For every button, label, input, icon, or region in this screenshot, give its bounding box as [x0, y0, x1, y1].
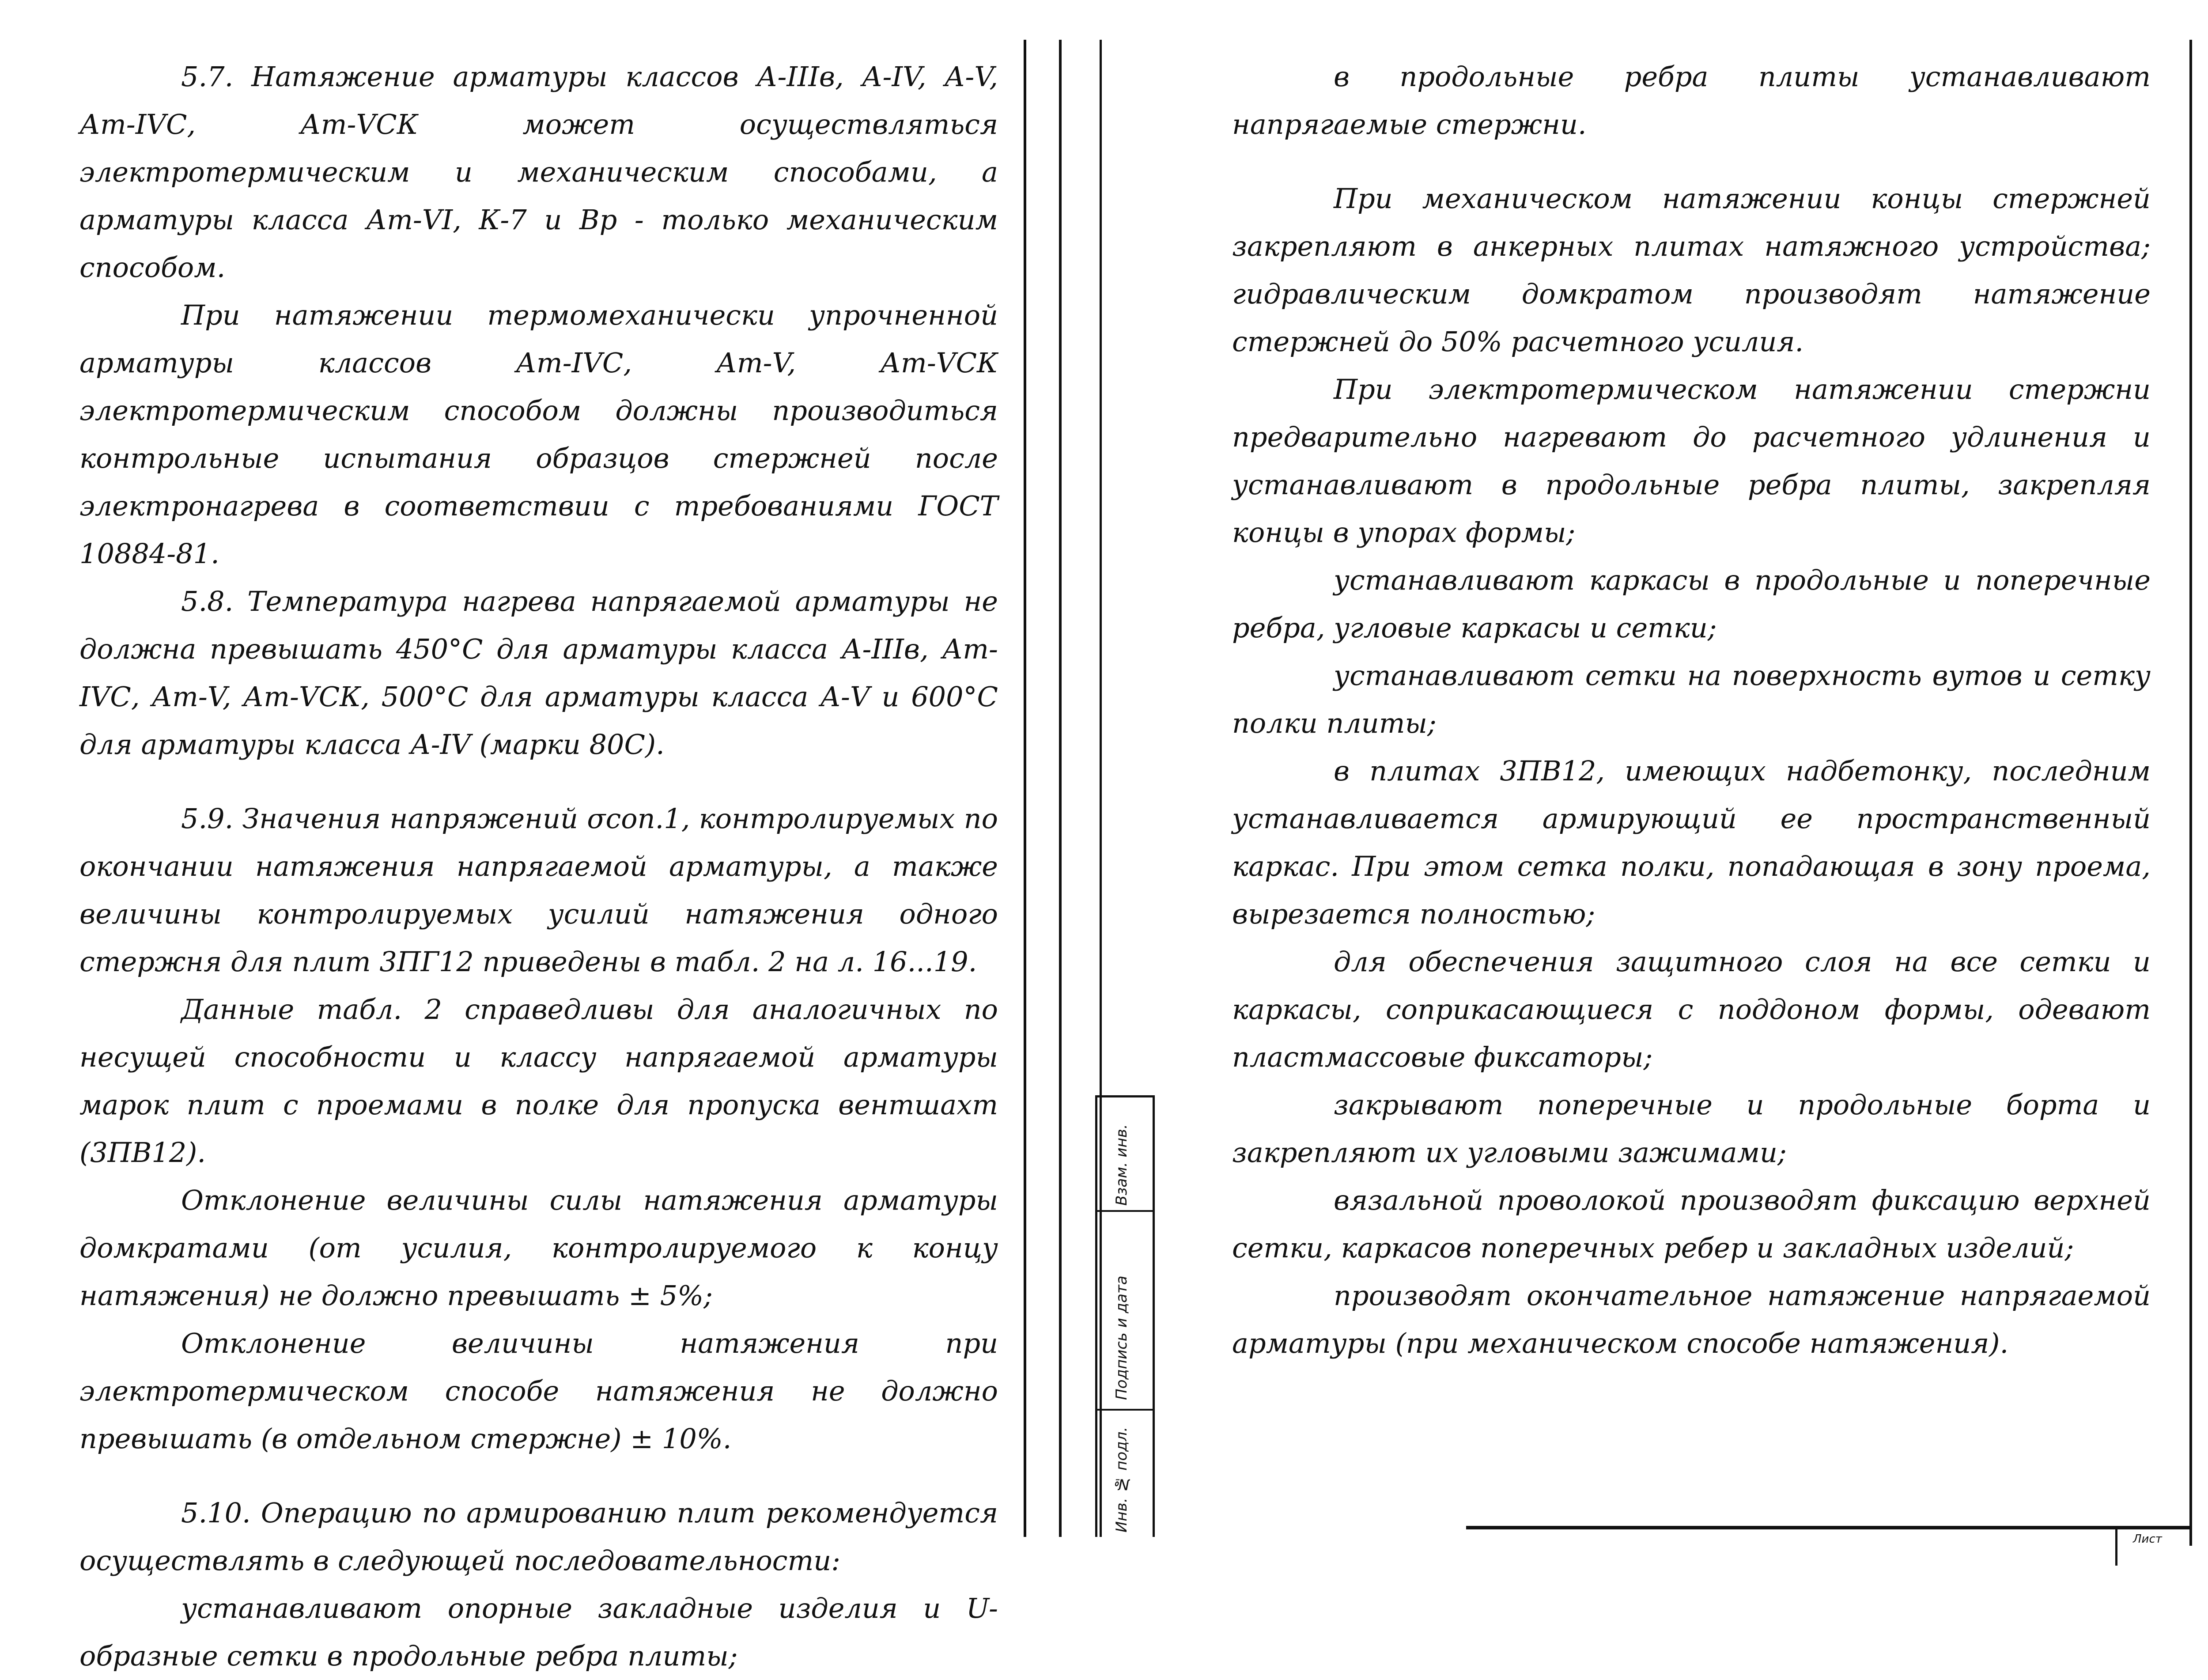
- paragraph-jack-tolerance: Отклонение величины силы натяжения арматуры домкратами (от усилия, контролируемого к концу натяжения) не должно превышать ± 5%;: [79, 1184, 998, 1312]
- paragraph-step-cages: устанавливают каркасы в продольные и поперечные ребра, угловые каркасы и сетки;: [1232, 564, 2151, 644]
- paragraph-5-10: 5.10. Операцию по армированию плит рекомендуется осуществлять в следующей последовательности:: [79, 1497, 998, 1577]
- paragraph-5-9: 5.9. Значения напряжений σcon.1, контролируемых по окончании натяжения напрягаемой арматуры, а также величины контролируемых усилий натяжения одного стержня для плит 3ПГ12 приведены в табл. 2 на л. 16...19.: [79, 802, 998, 978]
- paragraph-step-sides: закрывают поперечные и продольные борта и закрепляют их угловыми зажимами;: [1232, 1089, 2151, 1169]
- paragraph-5-8: 5.8. Температура нагрева напрягаемой арматуры не должна превышать 450°С для арматуры класса А-IIIв, Ат-IVС, Ат-V, Ат-VСК, 500°С для арматуры класса А-V и 600°С для арматуры класса А-IV (марки 80С).: [79, 585, 998, 761]
- right-text-column: [1232, 53, 2151, 1367]
- binding-line-right: [1059, 40, 1062, 1537]
- paragraph-step-3pv12: в плитах 3ПВ12, имеющих надбетонку, последним устанавливается армирующий ее пространственный каркас. При этом сетка полки, попадающая в зону проема, вырезается полностью;: [1232, 755, 2151, 930]
- paragraph-table-2-note: Данные табл. 2 справедливы для аналогичных по несущей способности и классу напрягаемой арматуры марок плит с проемами в полке для пропуска вентшахт (3ПВ12).: [79, 993, 998, 1169]
- left-text-column: [79, 53, 998, 1680]
- paragraph-tendons-into-ribs: в продольные ребра плиты устанавливают напрягаемые стержни.: [1232, 61, 2151, 140]
- paragraph-electrothermal-tension: При электротермическом натяжении стержни предварительно нагревают до расчетного удлинения и устанавливают в продольные ребра плиты, закрепляя концы в упорах формы;: [1232, 373, 2151, 549]
- stamp-divider-2: [1095, 1409, 1155, 1411]
- stamp-top-line: [1095, 1095, 1155, 1097]
- paragraph-step-fixators: для обеспечения защитного слоя на все сетки и каркасы, соприкасающиеся с поддоном формы, одевают пластмассовые фиксаторы;: [1232, 946, 2151, 1073]
- paragraph-step-tying: вязальной проволокой производят фиксацию верхней сетки, каркасов поперечных ребер и закладных изделий;: [1232, 1184, 2151, 1264]
- stamp-border-right: [1153, 1095, 1155, 1537]
- stamp-divider-1: [1095, 1210, 1155, 1212]
- frame-line-inner: [1100, 40, 1102, 1537]
- paragraph-step-final-tension: производят окончательное натяжение напрягаемой арматуры (при механическом способе натяжения).: [1232, 1279, 2151, 1359]
- paragraph-step-supports: устанавливают опорные закладные изделия и U-образные сетки в продольные ребра плиты;: [79, 1592, 998, 1672]
- paragraph-mechanical-tension: При механическом натяжении концы стержней закрепляют в анкерных плитах натяжного устройства; гидравлическим домкратом производят натяжение стержней до 50% расчетного усилия.: [1232, 182, 2151, 358]
- stamp-replace-inventory: Взам. инв.: [1113, 1124, 1130, 1206]
- sheet-number-box-left: [2115, 1526, 2117, 1566]
- stamp-border-left: [1095, 1095, 1097, 1537]
- paragraph-thermo-tests: При натяжении термомеханически упрочненной арматуры классов Ат-IVС, Ат-V, Ат-VСК электротермическим способом должны производиться контрольные испытания образцов стержней после электронагрева в соответствии с требованиями ГОСТ 10884-81.: [79, 299, 998, 570]
- frame-bottom-line: [1466, 1526, 2192, 1529]
- paragraph-5-7: 5.7. Натяжение арматуры классов А-IIIв, А-IV, А-V, Ат-IVС, Ат-VСК может осуществляться электротермическим и механическим способами, а арматуры класса Ат-VI, К-7 и Вр - только механическим способом.: [79, 61, 998, 284]
- frame-line-right: [2189, 40, 2192, 1546]
- binding-line-left: [1024, 40, 1026, 1537]
- paragraph-step-meshes: устанавливают сетки на поверхность вутов и сетку полки плиты;: [1232, 659, 2151, 739]
- paragraph-electro-tolerance: Отклонение величины натяжения при электротермическом способе натяжения не должно превышать (в отдельном стержне) ± 10%.: [79, 1327, 998, 1455]
- stamp-original-inventory: Инв. № подл.: [1113, 1426, 1130, 1532]
- stamp-signature-date: Подпись и дата: [1113, 1275, 1130, 1400]
- sheet-label: Лист: [2133, 1532, 2162, 1546]
